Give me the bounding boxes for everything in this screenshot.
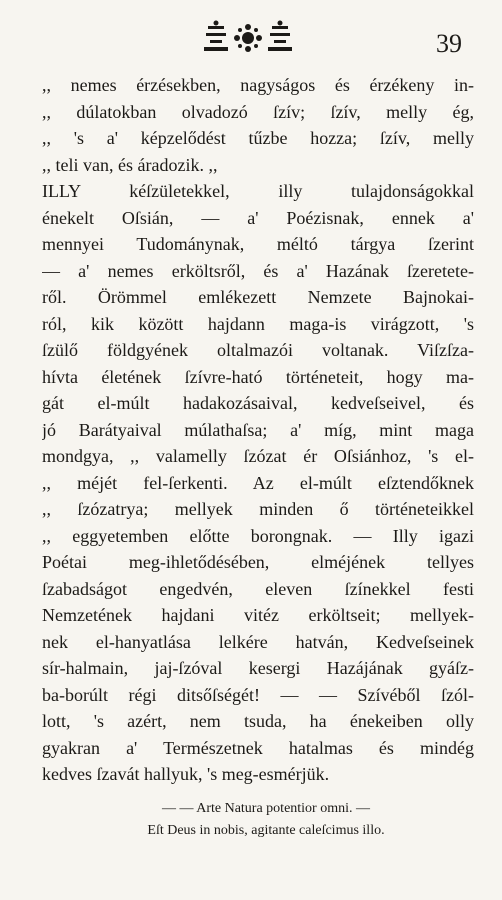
quote-line: — — Arte Natura potentior omni. — bbox=[161, 801, 371, 816]
page-number: 39 bbox=[436, 29, 462, 58]
text-line: lott, 's azért, nem tsuda, ha énekeiben olly bbox=[42, 711, 474, 731]
text-line: énekelt Oſsián, — a' Poézisnak, ennek a' bbox=[42, 207, 474, 228]
text-line: ,, teli van, és áradozik. ,, bbox=[42, 154, 218, 175]
text-line: ,, méjét fel-ſerkenti. Az el-múlt eſztendőknek bbox=[42, 472, 474, 493]
text-line: Nemzetének hajdani vitéz erköltseit; mellyek- bbox=[42, 605, 474, 625]
text-line: ſzülő földgyének oltalmazói voltanak. Viſzſza- bbox=[42, 340, 474, 360]
text-line: Poétai meg-ihletődésében, elméjének tellyes bbox=[42, 552, 474, 572]
text-line: ,, ſzózatrya; mellyek minden ő történeteikkel bbox=[42, 499, 474, 519]
text-line: hívta életének ſzívre-ható történeteit, hogy ma- bbox=[42, 366, 474, 387]
text-line: mennyei Tudománynak, méltó tárgya ſzerint bbox=[42, 234, 474, 254]
text-line: nek el-hanyatlása lelkére hatván, Kedveſseinek bbox=[42, 631, 474, 652]
text-line: jó Barátyaival múlathaſsa; a' míg, mint maga bbox=[42, 419, 474, 440]
text-line: sír-halmain, jaj-ſzóval kesergi Hazájának gyáſz- bbox=[42, 658, 474, 678]
text-line: ,, nemes érzésekben, nagyságos és érzékeny in- bbox=[42, 75, 474, 95]
text-line: gát el-múlt hadakozásaival, kedveſseivel, és bbox=[42, 393, 474, 413]
latin-quote bbox=[86, 798, 446, 842]
text-line: gyakran a' Természetnek hatalmas és mindég bbox=[42, 737, 474, 758]
text-line: — a' nemes erköltsről, és a' Hazának ſzeretete- bbox=[42, 260, 474, 281]
text-line: kedves ſzavát hallyuk, 's meg-esmérjük. bbox=[42, 764, 330, 784]
page-header bbox=[0, 18, 502, 58]
text-line: ,, dúlatokban olvadozó ſzív; ſzív, melly ég, bbox=[42, 101, 474, 122]
text-line: ILLY kéſzületekkel, illy tulajdonságokkal bbox=[42, 181, 474, 201]
quote-line: Eſt Deus in nobis, agitante caleſcimus illo. bbox=[147, 823, 385, 838]
text-line: ről. Örömmel emlékezett Nemzete Bajnokai- bbox=[42, 287, 474, 307]
text-line: ,, 's a' képzelődést tűzbe hozza; ſzív, melly bbox=[42, 128, 474, 148]
text-line: ,, eggyetemben előtte borongnak. — Illy igazi bbox=[42, 525, 474, 546]
body-text bbox=[42, 72, 474, 788]
text-line: ſzabadságot engedvén, eleven ſzínekkel festi bbox=[42, 578, 474, 599]
text-line: mondgya, ,, valamelly ſzózat ér Oſsiánhoz, 's el- bbox=[42, 446, 474, 466]
text-line: ba-borúlt régi ditsőſségét! — — Szívéből ſzól- bbox=[42, 684, 474, 705]
text-line: ról, kik között hajdann maga-is virágzott, 's bbox=[42, 313, 474, 334]
floral-ornament-icon bbox=[198, 18, 298, 58]
